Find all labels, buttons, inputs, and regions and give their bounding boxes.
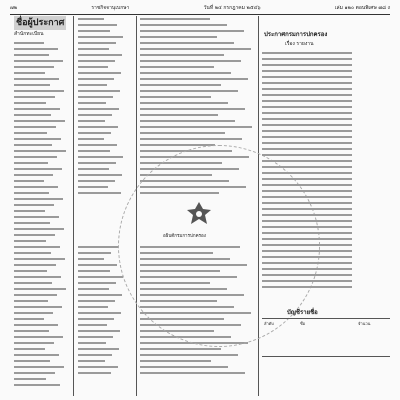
- date-text: วันที่ ๒๔ กรกฎาคม ๒๕๔๖: [203, 5, 261, 11]
- text-line: [14, 48, 58, 50]
- text-line: [14, 306, 62, 308]
- text-line: [262, 76, 352, 78]
- text-line: [14, 384, 60, 386]
- notice-col-header-3: จำนวน: [358, 321, 371, 326]
- text-line: [262, 136, 352, 138]
- table-cell-line: [140, 120, 235, 122]
- text-line: [262, 178, 352, 180]
- text-line: [14, 54, 49, 56]
- text-line: [262, 208, 352, 210]
- table-cell-line: [78, 66, 108, 68]
- table-cell-line: [78, 114, 112, 116]
- table-cell-line: [78, 156, 123, 158]
- table-cell-line: [78, 318, 114, 320]
- text-line: [262, 124, 352, 126]
- table-cell-line: [140, 96, 211, 98]
- table-cell-line: [78, 144, 117, 146]
- text-line: [262, 64, 352, 66]
- text-line: [262, 232, 352, 234]
- table-cell-line: [78, 72, 121, 74]
- text-line: [262, 58, 352, 60]
- table-cell-line: [78, 264, 117, 266]
- text-line: [14, 210, 45, 212]
- text-line: [14, 192, 49, 194]
- text-line: [14, 228, 64, 230]
- notice-col-header-2: ชื่อ: [300, 321, 306, 326]
- text-line: [262, 166, 352, 168]
- text-line: [14, 198, 63, 200]
- table-cell-line: [78, 54, 122, 56]
- notice-table-title: บัญชีรายชื่อ: [287, 309, 318, 316]
- text-line: [14, 246, 60, 248]
- text-line: [14, 222, 50, 224]
- text-line: [262, 214, 352, 216]
- text-line: [262, 112, 352, 114]
- text-line: [262, 172, 352, 174]
- table-cell-line: [78, 336, 113, 338]
- table-cell-line: [78, 84, 107, 86]
- table-cell-line: [78, 96, 113, 98]
- gazette-name: ราชกิจจานุเบกษา: [91, 5, 130, 11]
- text-line: [14, 162, 48, 164]
- text-line: [14, 204, 54, 206]
- table-cell-line: [78, 294, 122, 296]
- text-line: [14, 132, 47, 134]
- table-cell-line: [140, 66, 214, 68]
- text-line: [14, 102, 46, 104]
- table-cell-line: [78, 348, 119, 350]
- table-cell-line: [140, 60, 241, 62]
- text-line: [262, 184, 352, 186]
- table-cell-line: [78, 162, 116, 164]
- table-cell-line: [140, 30, 244, 32]
- text-line: [14, 240, 46, 242]
- table-cell-line: [78, 132, 111, 134]
- text-line: [14, 78, 59, 80]
- table-cell-line: [78, 366, 118, 368]
- column-rule-1: [73, 16, 74, 396]
- text-line: [14, 90, 64, 92]
- table-cell-line: [140, 48, 251, 50]
- table-cell-line: [140, 78, 248, 80]
- text-line: [262, 250, 352, 252]
- table-cell-line: [140, 108, 245, 110]
- table-cell-line: [78, 192, 121, 194]
- text-line: [14, 138, 61, 140]
- text-line: [14, 330, 49, 332]
- text-line: [14, 336, 63, 338]
- notice-col-header-1: ลำดับ: [264, 321, 274, 326]
- text-line: [14, 354, 59, 356]
- garuda-caption: อธิบดีกรมการปกครอง: [163, 234, 206, 239]
- text-line: [14, 294, 57, 296]
- table-cell-line: [78, 150, 110, 152]
- text-line: [14, 126, 56, 128]
- right-column-subheading: เรื่อง รายงาน: [285, 41, 314, 47]
- text-line: [262, 190, 352, 192]
- text-line: [14, 342, 54, 344]
- table-cell-line: [140, 138, 242, 140]
- table-cell-line: [140, 132, 225, 134]
- notice-table-rule-bottom: [262, 356, 390, 357]
- table-cell-line: [78, 258, 104, 260]
- table-cell-line: [140, 90, 238, 92]
- table-cell-line: [140, 354, 238, 356]
- text-line: [262, 70, 352, 72]
- text-line: [14, 144, 52, 146]
- text-line: [14, 270, 47, 272]
- table-cell-line: [78, 24, 117, 26]
- table-cell-line: [78, 60, 115, 62]
- text-line: [14, 258, 65, 260]
- left-column-subtitle: สำนักทะเบียน: [14, 31, 44, 37]
- table-cell-line: [78, 126, 118, 128]
- text-line: [14, 348, 45, 350]
- table-cell-line: [140, 18, 210, 20]
- text-line: [262, 154, 352, 156]
- table-cell-line: [78, 270, 110, 272]
- table-cell-line: [140, 360, 211, 362]
- page-number: ๗๒: [10, 5, 18, 11]
- text-line: [14, 264, 56, 266]
- text-line: [14, 252, 51, 254]
- text-line: [14, 108, 60, 110]
- table-cell-line: [78, 306, 108, 308]
- text-line: [262, 226, 352, 228]
- table-cell-line: [78, 36, 123, 38]
- text-line: [14, 120, 65, 122]
- table-cell-line: [78, 288, 109, 290]
- table-cell-line: [78, 300, 115, 302]
- text-line: [14, 300, 48, 302]
- text-line: [14, 234, 55, 236]
- text-line: [14, 366, 64, 368]
- text-line: [262, 130, 352, 132]
- text-line: [262, 106, 352, 108]
- text-line: [14, 168, 62, 170]
- table-cell-line: [78, 174, 122, 176]
- table-cell-line: [78, 168, 109, 170]
- text-line: [14, 378, 46, 380]
- text-line: [14, 180, 44, 182]
- text-line: [14, 360, 50, 362]
- text-line: [262, 88, 352, 90]
- table-cell-line: [140, 102, 228, 104]
- text-line: [262, 244, 352, 246]
- section-marker: เล่ม ๑๒๐ ตอนพิเศษ ๗๘ ง: [334, 5, 390, 11]
- table-cell-line: [78, 90, 120, 92]
- text-line: [14, 84, 50, 86]
- text-line: [262, 280, 352, 282]
- table-cell-line: [78, 180, 115, 182]
- text-line: [14, 186, 58, 188]
- text-line: [14, 276, 61, 278]
- table-cell-line: [140, 366, 228, 368]
- text-line: [262, 100, 352, 102]
- text-line: [262, 268, 352, 270]
- text-line: [262, 196, 352, 198]
- text-line: [14, 60, 63, 62]
- table-cell-line: [78, 354, 112, 356]
- table-cell-line: [78, 342, 106, 344]
- text-line: [262, 262, 352, 264]
- left-column-title: ชื่อผู้ประกาศ: [16, 18, 65, 28]
- table-cell-line: [78, 30, 110, 32]
- table-cell-line: [140, 84, 221, 86]
- table-cell-line: [140, 36, 217, 38]
- notice-table-rule-top: [262, 318, 390, 319]
- table-cell-line: [78, 330, 120, 332]
- text-line: [262, 238, 352, 240]
- table-cell-line: [140, 72, 231, 74]
- table-cell-line: [140, 126, 252, 128]
- text-line: [262, 142, 352, 144]
- table-cell-line: [78, 282, 116, 284]
- table-cell-line: [78, 42, 116, 44]
- text-line: [14, 288, 66, 290]
- page-header: [10, 2, 390, 15]
- table-cell-line: [140, 348, 221, 350]
- text-line: [14, 372, 55, 374]
- text-line: [14, 66, 54, 68]
- text-line: [262, 148, 352, 150]
- table-cell-line: [78, 102, 106, 104]
- text-line: [14, 72, 45, 74]
- table-cell-line: [78, 48, 109, 50]
- text-line: [14, 174, 53, 176]
- text-line: [14, 96, 55, 98]
- table-cell-line: [140, 372, 245, 374]
- text-line: [262, 160, 352, 162]
- table-cell-line: [140, 42, 234, 44]
- table-cell-line: [78, 186, 108, 188]
- text-line: [14, 156, 57, 158]
- text-line: [262, 286, 352, 288]
- table-cell-line: [78, 324, 107, 326]
- table-cell-line: [78, 18, 104, 20]
- text-line: [262, 202, 352, 204]
- table-cell-line: [78, 372, 111, 374]
- table-cell-line: [78, 120, 105, 122]
- table-cell-line: [78, 312, 121, 314]
- table-cell-line: [140, 114, 218, 116]
- text-line: [14, 318, 44, 320]
- table-cell-line: [78, 276, 123, 278]
- table-cell-line: [78, 246, 118, 248]
- table-cell-line: [78, 138, 104, 140]
- text-line: [262, 94, 352, 96]
- table-cell-line: [78, 360, 105, 362]
- text-line: [14, 150, 66, 152]
- text-line: [14, 282, 52, 284]
- text-line: [14, 42, 44, 44]
- text-line: [262, 220, 352, 222]
- text-line: [262, 274, 352, 276]
- table-cell-line: [140, 54, 224, 56]
- text-line: [262, 52, 352, 54]
- text-line: [262, 118, 352, 120]
- text-line: [14, 312, 53, 314]
- text-line: [14, 216, 59, 218]
- text-line: [14, 324, 58, 326]
- table-cell-line: [140, 24, 227, 26]
- text-line: [262, 82, 352, 84]
- garuda-emblem: [185, 200, 213, 228]
- right-column-heading: ประกาศกรมการปกครอง: [264, 31, 328, 38]
- table-cell-line: [78, 108, 119, 110]
- text-line: [14, 114, 51, 116]
- text-line: [262, 256, 352, 258]
- table-cell-line: [78, 252, 111, 254]
- table-cell-line: [78, 78, 114, 80]
